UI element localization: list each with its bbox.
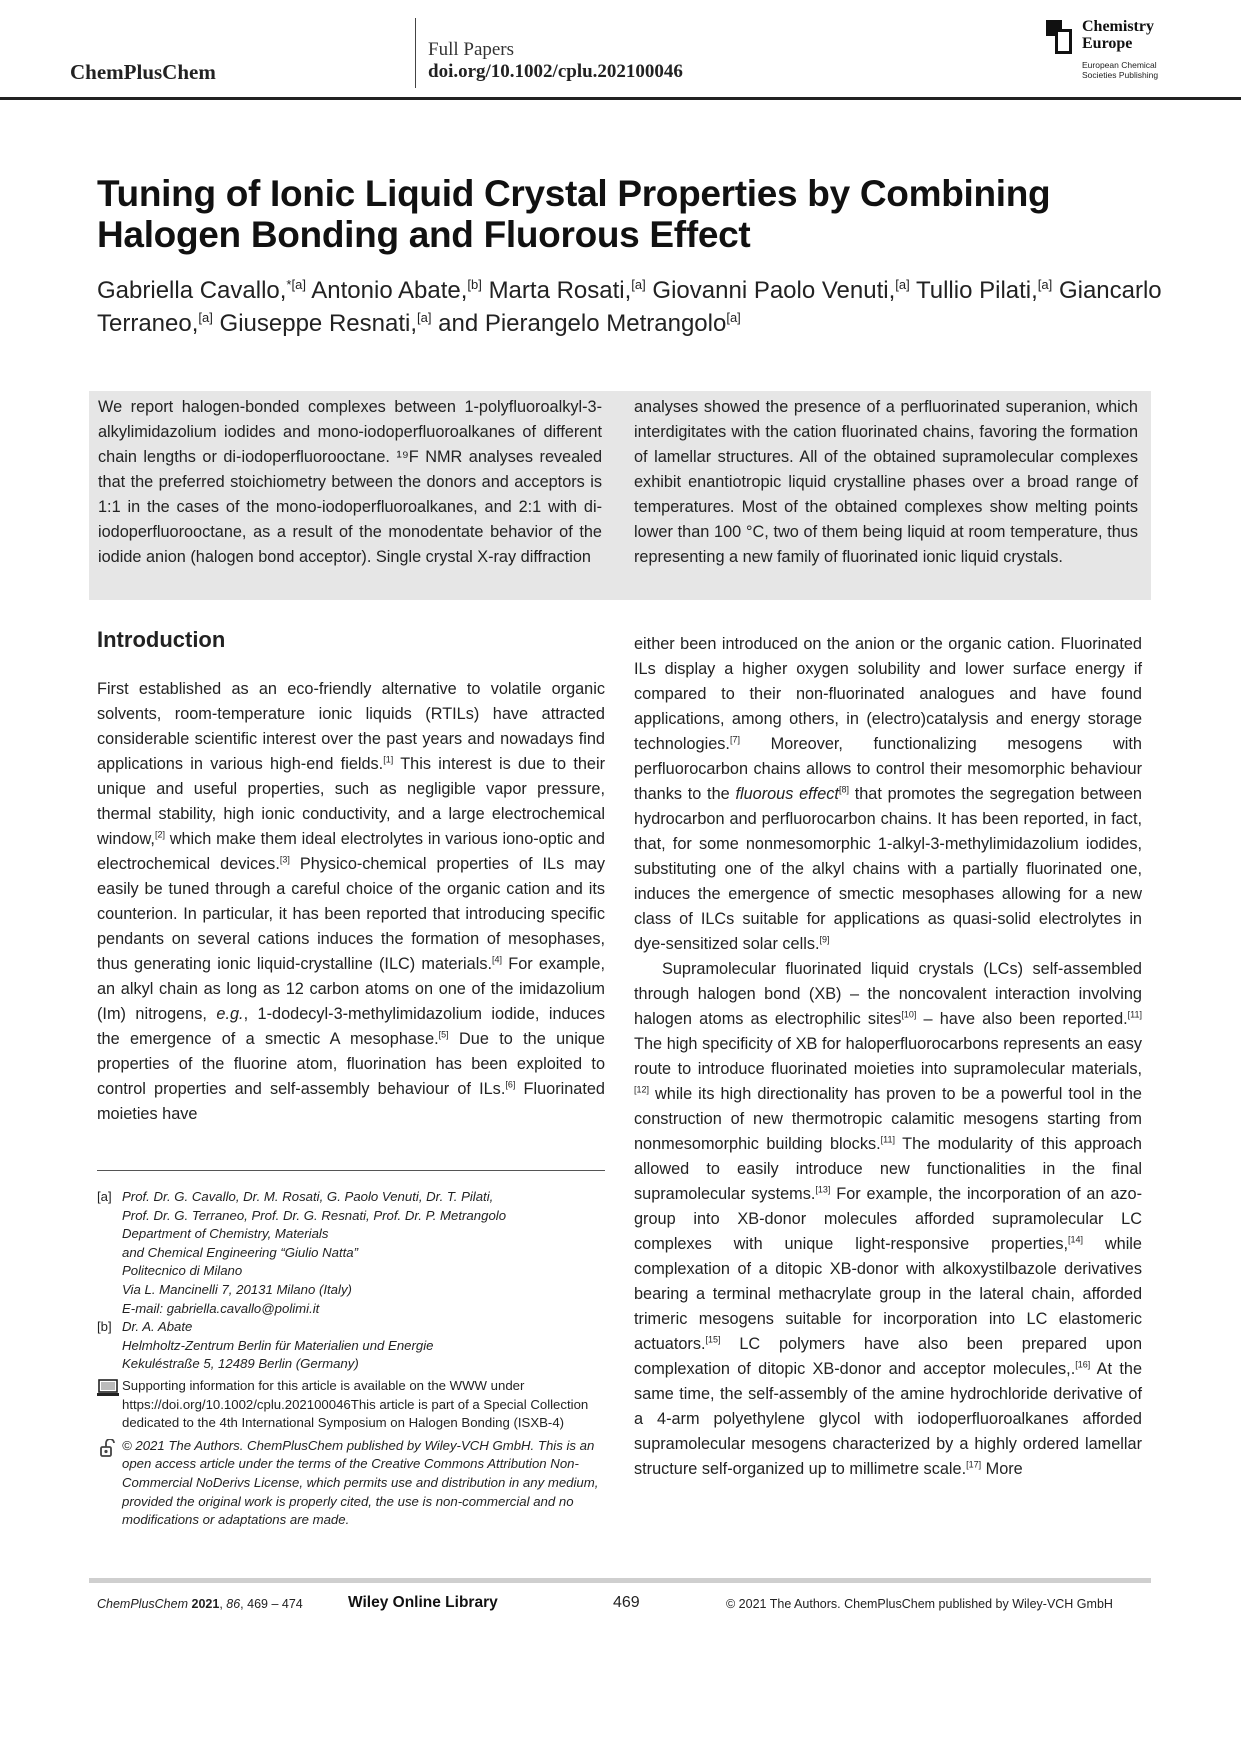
author-affiliation-mark: [a] [198,310,213,325]
footnote-rule [97,1170,605,1171]
supporting-info-text: Supporting information for this article is available on the WWW under https://doi.org/10.1002/cplu.202100046This article is part of a Special Collection dedicated to the 4th International Symposium on Halogen Bonding (ISXB-4) [122,1377,589,1431]
abstract-left-column: We report halogen-bonded complexes between 1-polyfluoroalkyl-3-alkylimidazolium iodides and mono-iodoperfluoroalkanes of different chain lengths or di-iodoperfluorooctane. ¹⁹F NMR analyses revealed that the preferred stoichiometry between the donors and acceptors is 1:1 in the cases of the mono-iodoperfluoroalkanes, and 2:1 with di-iodoperfluorooctane, as a result of the monodentate behavior of the iodide anion (halogen bond acceptor). Single crystal X-ray diffraction [98,398,602,566]
affiliation-line: Dr. A. Abate [122,1319,193,1335]
reference-mark[interactable]: [17] [966,1459,982,1470]
citation-line: ChemPlusChem 2021, 86, 469 – 474 [97,1597,303,1611]
license-note [97,1437,605,1530]
author-affiliation-mark: [b] [467,277,482,292]
title-line-1: Tuning of Ionic Liquid Crystal Properties by Combining [97,173,1051,214]
cite-year: 2021 [191,1597,220,1611]
footnotes [97,1188,605,1530]
text-run: while its high directionality has proven to be a powerful tool in the construction of new thermotropic calamitic mesogens starting from nonmesomorphic building blocks. [634,1085,1142,1153]
body-paragraph [97,677,605,1127]
author-name: Giancarlo Terraneo, [97,277,1162,337]
author-name: Marta Rosati, [488,277,632,304]
affiliation-line: Prof. Dr. G. Terraneo, Prof. Dr. G. Resnati, Prof. Dr. P. Metrangolo [122,1207,507,1223]
cite-pages: , 469 – 474 [240,1597,303,1611]
computer-icon [97,1379,119,1397]
body-right-column [634,632,1142,1482]
text-run: which make them ideal electrolytes in various iono-optic and electrochemical devices. [97,830,605,873]
cite-journal: ChemPlusChem [97,1597,189,1611]
affiliation-key: [b] [97,1319,112,1335]
reference-mark[interactable]: [1] [383,754,394,765]
author-name: and Pierangelo Metrangolo [438,310,727,337]
author-name: Giovanni Paolo Venuti, [652,277,896,304]
text-run: For example, an alkyl chain as long as 12 carbon atoms on one of the imidazolium (Im) nitrogens, [97,955,605,1023]
affiliation-line: Helmholtz-Zentrum Berlin für Materialien und Energie [122,1337,434,1353]
reference-mark[interactable]: [6] [505,1079,516,1090]
text-run: Fluorinated moieties have [97,1080,605,1123]
affiliation-line: Prof. Dr. G. Cavallo, Dr. M. Rosati, G. Paolo Venuti, Dr. T. Pilati, [122,1189,494,1204]
italic-text: e.g. [216,1005,244,1023]
reference-mark[interactable]: [15] [705,1334,721,1345]
author-name: Giuseppe Resnati, [219,310,417,337]
author-name: Antonio Abate, [311,277,468,304]
affiliation-line: Politecnico di Milano [122,1263,243,1279]
text-run: At the same time, the self-assembly of the amine hydrochloride derivative of a 4-arm polyethylene glycol with iodoperfluoroalkanes afforded supramolecular mesogens characterized by a highly ordered lamellar structure self-organized up to millimetre scale. [634,1360,1143,1478]
reference-mark[interactable]: [4] [492,954,503,965]
author-affiliation-mark: [a] [416,310,432,325]
cite-volume: 86 [226,1597,241,1611]
italic-text: fluorous effect [735,785,839,803]
text-run: Due to the unique properties of the fluorine atom, fluorination has been exploited to control properties and self-assembly behaviour of ILs. [97,1030,605,1098]
reference-mark[interactable]: [14] [1068,1234,1084,1245]
wiley-online-library-link[interactable]: Wiley Online Library [348,1594,498,1611]
email-link[interactable]: E-mail: gabriella.cavallo@polimi.it [122,1300,320,1316]
chemistry-europe-logo [1046,18,1176,82]
logo-text-line4: Societies Publishing [1082,70,1159,80]
text-run: either been introduced on the anion or the organic cation. Fluorinated ILs display a higher oxygen solubility and lower surface energy if compared to their non-fluorinated analogues and have found applications, among others, in (electro)catalysis and energy storage technologies. [634,635,1142,753]
title-line-2: Halogen Bonding and Fluorous Effect [97,214,751,255]
abstract-right-column: analyses showed the presence of a perfluorinated superanion, which interdigitates with the cation fluorinated chains, favoring the formation of lamellar structures. All of the obtained supramolecular complexes exhibit enantiotropic liquid crystalline phases over a broad range of temperatures. Most of the obtained complexes show melting points lower than 100 °C, two of them being liquid at room temperature, thus representing a new family of fluorinated ionic liquid crystals. [634,398,1138,566]
reference-mark[interactable]: [11] [880,1134,895,1145]
affiliation-b [97,1318,605,1374]
reference-mark[interactable]: [7] [729,734,740,745]
reference-mark[interactable]: [2] [154,829,165,840]
text-run: The modularity of this approach allowed to easily introduce new functionalities in the final supramolecular systems. [634,1135,1142,1203]
logo-text-line1: Chemistry [1082,18,1154,35]
text-run: that promotes the segregation between hydrocarbon and perfluorocarbon chains. It has been reported, in fact, that, for some nonmesomorphic 1-alkyl-3-methylimidazolium iodides, substituting one of the alkyl chains with a partially fluorinated one, induces the emergence of smectic mesophases allowing for a new class of ILCs suitable for applications as quasi-solid electrolytes in dye-sensitized solar cells. [634,785,1142,953]
reference-mark[interactable]: [8] [838,784,849,795]
reference-mark[interactable]: [11] [1127,1009,1142,1020]
author-affiliation-mark: [a] [726,310,741,325]
logo-text-line2: Europe [1082,35,1133,52]
text-run: – have also been reported. [916,1010,1128,1028]
text-run: The high specificity of XB for haloperfluorocarbons represents an easy route to introduce fluorinated moieties into supramolecular materials, [634,1035,1142,1078]
text-run: For example, the incorporation of an azo-group into XB-donor molecules afforded supramolecular LC complexes with unique light-responsive properties, [634,1185,1142,1253]
text-run: LC polymers have also been prepared upon complexation of ditopic XB-donor and acceptor molecules,. [634,1335,1142,1378]
license-text: © 2021 The Authors. ChemPlusChem published by Wiley-VCH GmbH. This is an open access article under the terms of the Creative Commons Attribution Non-Commercial NoDerivs License, which permits use and distribution in any medium, provided the original work is properly cited, the use is non-commercial and no modifications or adaptations are made. [122,1437,599,1528]
reference-mark[interactable]: [13] [815,1184,831,1195]
text-run: Moreover, functionalizing mesogens with perfluorocarbon chains allows to control their mesomorphic behaviour thanks to the [634,735,1142,803]
reference-mark[interactable]: [12] [634,1084,650,1095]
open-access-icon [97,1439,119,1457]
text-run: , 1-dodecyl-3-methylimidazolium iodide, induces the emergence of a smectic A mesophase. [97,1005,606,1048]
author-list [97,274,1177,340]
author-affiliation-mark: *[a] [286,277,306,292]
text-run: More [981,1460,1023,1478]
copyright-notice: © 2021 The Authors. ChemPlusChem published by Wiley-VCH GmbH [726,1597,1113,1611]
reference-mark[interactable]: [16] [1075,1359,1091,1370]
journal-name: ChemPlusChem [70,60,216,84]
text-run: Supramolecular fluorinated liquid crystals (LCs) self-assembled through halogen bond (XB) – the noncovalent interaction involving halogen atoms as electrophilic sites [634,960,1142,1028]
author-affiliation-mark: [a] [631,277,646,292]
abstract-box [89,391,1151,600]
body-paragraph [634,957,1142,1482]
author-name: Tullio Pilati, [915,277,1038,304]
affiliation-line: Kekuléstraße 5, 12489 Berlin (Germany) [122,1356,359,1372]
text-run: First established as an eco-friendly alternative to volatile organic solvents, room-temperature ionic liquids (RTILs) have attracted considerable scientific interest over the past years and nowadays find applications in various high-end fields. [97,680,605,773]
text-run: while complexation of a ditopic XB-donor with alkoxystilbazole derivatives bearing a terminal methacrylate group in the lateral chain, afforded trimeric mesogens suitable for incorporation into LC elastomeric actuators. [634,1235,1142,1353]
header-rule [0,97,1241,100]
text-run: This interest is due to their unique and useful properties, such as negligible vapor pressure, thermal stability, high ionic conductivity, and a large electrochemical window, [97,755,606,848]
section-label: Full Papers [428,39,515,60]
reference-mark[interactable]: [10] [901,1009,917,1020]
text-run: Physico-chemical properties of ILs may easily be tuned through a careful choice of the organic cation and its counterion. In particular, it has been reported that introducing specific pendants on several cations induces the formation of mesophases, thus generating ionic liquid-crystalline (ILC) materials. [97,855,605,973]
introduction-heading: Introduction [97,627,226,652]
author-affiliation-mark: [a] [895,277,910,292]
affiliation-a [97,1188,605,1318]
footer-rule [89,1578,1151,1583]
body-left-column [97,677,605,1127]
header-divider [415,18,416,88]
body-paragraph [634,632,1142,957]
chemistry-europe-logo-icon [1046,20,1072,54]
article-title [97,173,1157,255]
affiliation-key: [a] [97,1189,112,1204]
affiliation-line: Via L. Mancinelli 7, 20131 Milano (Italy) [122,1281,352,1297]
author-name: Gabriella Cavallo, [97,277,287,304]
reference-mark[interactable]: [9] [819,934,830,945]
logo-text-line3: European Chemical [1082,60,1157,70]
page-number: 469 [613,1594,640,1611]
author-affiliation-mark: [a] [1037,277,1053,292]
supporting-info-note [97,1377,605,1433]
reference-mark[interactable]: [5] [438,1029,449,1040]
affiliation-line: Department of Chemistry, Materials [122,1226,329,1242]
doi-link[interactable]: doi.org/10.1002/cplu.202100046 [428,61,683,82]
affiliation-line: and Chemical Engineering “Giulio Natta” [122,1244,359,1260]
reference-mark[interactable]: [3] [279,854,290,865]
